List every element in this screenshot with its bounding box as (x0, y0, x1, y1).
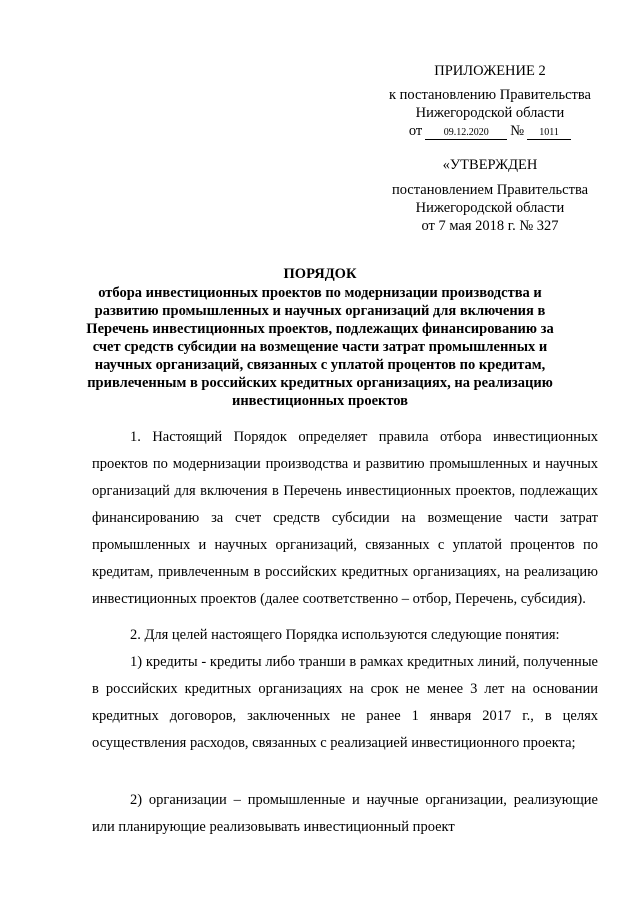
document-title: ПОРЯДОК (283, 266, 357, 282)
appendix-reference (380, 86, 600, 140)
approved-line-3: от 7 мая 2018 г. № 327 (421, 218, 559, 234)
decree-date: 09.12.2020 (425, 127, 507, 140)
appendix-line-2: Нижегородской области (415, 105, 565, 121)
approved-reference (380, 181, 600, 235)
approved-title: «УТВЕРЖДЕН (442, 157, 538, 173)
decree-number: 1011 (527, 127, 571, 140)
from-label: от (408, 123, 423, 139)
paragraph-3: 1) кредиты - кредиты либо транши в рамках кредитных линий, полученные в российских кредитных организациях на срок не менее 3 лет на основании кредитных договоров, заключенных не ранее 1 января 2017 г., в целях осуществления расходов, связанных с реализацией инвестиционного проекта; (92, 654, 598, 751)
document-subtitle: отбора инвестиционных проектов по модернизации производства и развитию промышленных и научных организаций для включения в Перечень инвестиционных проектов, подлежащих финансированию за счет средств субсидии на возмещение части затрат промышленных и научных организаций, связанных с уплатой процентов по кредитам, привлеченным в российских кредитных организациях, на реализацию инвестиционных проектов (86, 285, 554, 409)
approved-line-2: Нижегородской области (415, 200, 565, 216)
paragraph-4: 2) организации – промышленные и научные организации, реализующие или планирующие реализовывать инвестиционный проект (92, 792, 598, 835)
appendix-line-1: к постановлению Правительства (389, 87, 591, 103)
appendix-date-number-line (380, 122, 600, 140)
paragraph-2: 2. Для целей настоящего Порядка используются следующие понятия: (130, 627, 560, 643)
appendix-title: ПРИЛОЖЕНИЕ 2 (434, 63, 546, 79)
number-label: № (510, 123, 525, 139)
paragraph-1: 1. Настоящий Порядок определяет правила отбора инвестиционных проектов по модернизации производства и развитию промышленных и научных организаций для включения в Перечень инвестиционных проектов, подлежащих финансированию за счет средств субсидии на возмещение части затрат промышленных и научных организаций, связанных с уплатой процентов по кредитам, привлеченным в российских кредитных организациях, на реализацию инвестиционных проектов (далее соответственно – отбор, Перечень, субсидия). (92, 429, 598, 607)
approved-line-1: постановлением Правительства (391, 182, 589, 198)
